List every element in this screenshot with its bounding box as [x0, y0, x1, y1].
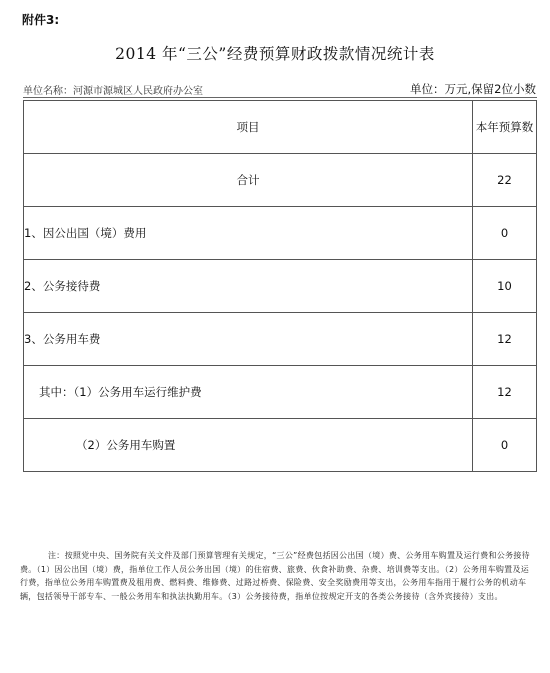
row-item-reception: 2、公务接待费	[24, 260, 473, 313]
table-header-row	[24, 101, 537, 154]
row-value-total: 22	[473, 154, 537, 207]
row-value-vehicle: 12	[473, 313, 537, 366]
row-value-vehicle-maintenance: 12	[473, 366, 537, 419]
footnote: 注：按照党中央、国务院有关文件及部门预算管理有关规定，“三公”经费包括因公出国（境）费、公务用车购置及运行费和公务接待费。（1）因公出国（境）费，指单位工作人员公务出国（境）的住宿费、旅费、伙食补助费、杂费、培训费等支出。（2）公务用车购置及运行费，指单位公务用车购置费及租用费、燃料费、维修费、过路过桥费、保险费、安全奖励费用等支出，公务用车指用于履行公务的机动车辆，包括领导干部专车、一般公务用车和执法执勤用车。（3）公务接待费，指单位按规定开支的各类公务接待（含外宾接待）支出。	[20, 551, 530, 601]
row-value-reception: 10	[473, 260, 537, 313]
attachment-label: 附件3:	[22, 13, 60, 27]
row-item-vehicle-maintenance: 其中：（1）公务用车运行维护费	[24, 366, 473, 419]
budget-table	[23, 100, 537, 472]
row-value-vehicle-purchase: 0	[473, 419, 537, 472]
row-item-vehicle-purchase: （2）公务用车购置	[24, 419, 473, 472]
unit-organization: 单位名称：河源市源城区人民政府办公室	[23, 86, 203, 97]
row-item-total: 合计	[24, 154, 473, 207]
table-row	[24, 313, 537, 366]
document-title: 2014 年“三公”经费预算财政拨款情况统计表	[115, 45, 435, 63]
table-row	[24, 366, 537, 419]
header-divider	[23, 97, 537, 98]
table-row	[24, 260, 537, 313]
unit-info: 单位：万元,保留2位小数	[410, 82, 536, 96]
header-budget: 本年预算数	[473, 101, 537, 154]
table-row	[24, 154, 537, 207]
table-row	[24, 207, 537, 260]
row-item-overseas: 1、因公出国（境）费用	[24, 207, 473, 260]
row-value-overseas: 0	[473, 207, 537, 260]
table-row	[24, 419, 537, 472]
header-item: 项目	[24, 101, 473, 154]
row-item-vehicle: 3、公务用车费	[24, 313, 473, 366]
